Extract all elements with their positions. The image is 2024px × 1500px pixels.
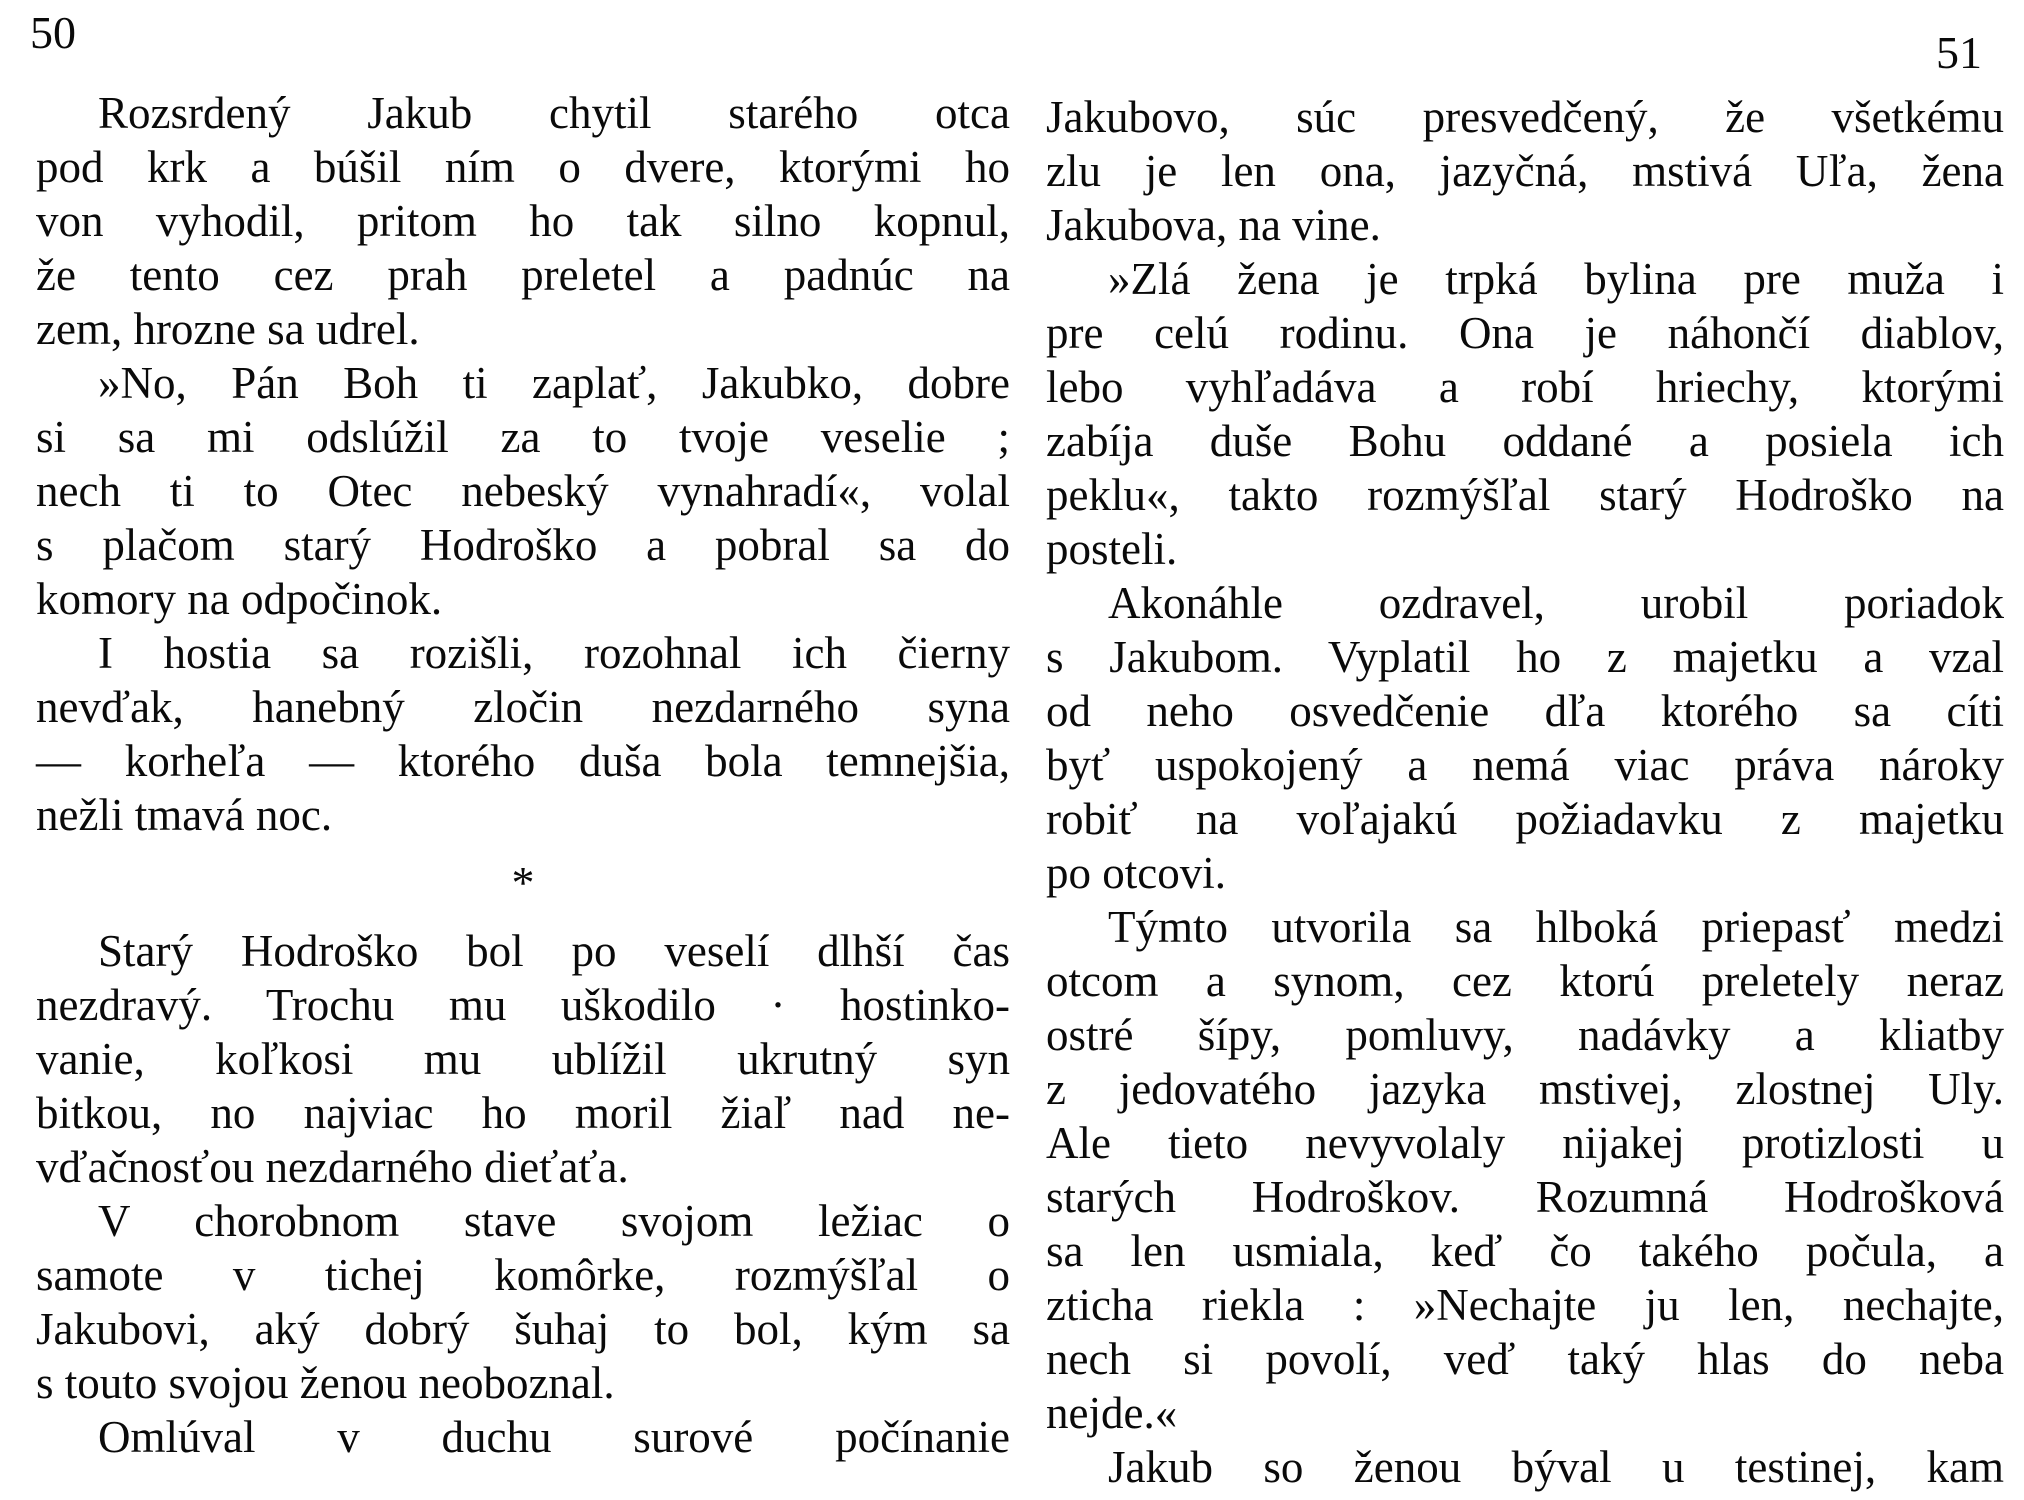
text-line: nežli tmavá noc.: [36, 790, 333, 840]
text-line: zabíja duše Bohu oddané a posiela ich: [1046, 416, 2004, 466]
text-line: Jakubova, na vine.: [1046, 200, 1381, 250]
text-line: z jedovatého jazyka mstivej, zlostnej Uly.: [1046, 1064, 2004, 1114]
text-line: Jakubovo, súc presvedčený, že všetkému: [1046, 92, 2004, 142]
text-line: od neho osvedčenie dľa ktorého sa cíti: [1046, 686, 2004, 736]
text-line: ostré šípy, pomluvy, nadávky a kliatby: [1046, 1010, 2004, 1060]
text-line: že tento cez prah preletel a padnúc na: [36, 250, 1010, 300]
text-line: bitkou, no najviac ho moril žiaľ nad ne-: [36, 1088, 1010, 1138]
paragraph-right-3: [1046, 576, 2004, 900]
text-line: Jakub so ženou býval u testinej, kam: [1108, 1442, 2004, 1492]
text-line: Ale tieto nevyvolaly nijakej protizlosti u: [1046, 1118, 2004, 1168]
text-line: Rozsrdený Jakub chytil starého otca: [98, 88, 1010, 138]
text-line: Jakubovi, aký dobrý šuhaj to bol, kým sa: [36, 1304, 1010, 1354]
text-line: s Jakubom. Vyplatil ho z majetku a vzal: [1046, 632, 2004, 682]
text-line: si sa mi odslúžil za to tvoje veselie ;: [36, 412, 1010, 462]
text-line: »Zlá žena je trpká bylina pre muža i: [1108, 254, 2004, 304]
text-line: samote v tichej komôrke, rozmýšľal o: [36, 1250, 1010, 1300]
paragraph-left-3: [36, 626, 1010, 842]
text-line: lebo vyhľadáva a robí hriechy, ktorými: [1046, 362, 2004, 412]
text-line: vanie, koľkosi mu ublížil ukrutný syn: [36, 1034, 1010, 1084]
text-line: zlu je len ona, jazyčná, mstivá Uľa, žena: [1046, 146, 2004, 196]
paragraph-left-5: [36, 1194, 1010, 1410]
paragraph-left-1: [36, 86, 1010, 356]
paragraph-left-4: [36, 924, 1010, 1194]
text-line: otcom a synom, cez ktorú preletely neraz: [1046, 956, 2004, 1006]
text-line: pre celú rodinu. Ona je náhončí diablov,: [1046, 308, 2004, 358]
text-line: nech ti to Otec nebeský vynahradí«, volal: [36, 466, 1010, 516]
text-line: Týmto utvorila sa hlboká priepasť medzi: [1108, 902, 2004, 952]
paragraph-left-2: [36, 356, 1010, 626]
text-line: byť uspokojený a nemá viac práva nároky: [1046, 740, 2004, 790]
paragraph-right-1: [1046, 90, 2004, 252]
page-number-left: 50: [30, 7, 76, 58]
text-line: nech si povolí, veď taký hlas do neba: [1046, 1334, 2004, 1384]
text-line: »No, Pán Boh ti zaplať, Jakubko, dobre: [98, 358, 1010, 408]
text-line: komory na odpočinok.: [36, 574, 443, 624]
paragraph-left-6: [36, 1410, 1010, 1464]
text-line: zticha riekla : »Nechajte ju len, nechajte,: [1046, 1280, 2004, 1330]
paragraph-right-4: [1046, 900, 2004, 1440]
text-line: s plačom starý Hodroško a pobral sa do: [36, 520, 1010, 570]
text-line: posteli.: [1046, 524, 1178, 574]
text-line: nevďak, hanebný zločin nezdarného syna: [36, 682, 1010, 732]
text-line: starých Hodroškov. Rozumná Hodrošková: [1046, 1172, 2004, 1222]
text-line: peklu«, takto rozmýšľal starý Hodroško na: [1046, 470, 2004, 520]
text-line: von vyhodil, pritom ho tak silno kopnul,: [36, 196, 1010, 246]
text-line: nezdravý. Trochu mu uškodilo · hostinko-: [36, 980, 1010, 1030]
text-line: s touto svojou ženou neoboznal.: [36, 1358, 615, 1408]
text-line: Akonáhle ozdravel, urobil poriadok: [1108, 578, 2004, 628]
paragraph-right-2: [1046, 252, 2004, 576]
text-line: po otcovi.: [1046, 848, 1226, 898]
text-line: V chorobnom stave svojom ležiac o: [98, 1196, 1010, 1246]
section-separator-asterisk: *: [511, 857, 535, 908]
page-number-right: 51: [1936, 27, 1982, 78]
text-line: — korheľa — ktorého duša bola temnejšia,: [36, 736, 1010, 786]
text-line: robiť na voľajakú požiadavku z majetku: [1046, 794, 2004, 844]
text-line: pod krk a búšil ním o dvere, ktorými ho: [36, 142, 1010, 192]
text-line: zem, hrozne sa udrel.: [36, 304, 420, 354]
right-page-text-column: [1046, 90, 2004, 1494]
text-line: I hostia sa rozišli, rozohnal ich čierny: [98, 628, 1010, 678]
paragraph-right-5: [1046, 1440, 2004, 1494]
text-line: Omlúval v duchu surové počínanie: [98, 1412, 1010, 1462]
text-line: Starý Hodroško bol po veselí dlhší čas: [98, 926, 1010, 976]
text-line: sa len usmiala, keď čo takého počula, a: [1046, 1226, 2004, 1276]
text-line: nejde.«: [1046, 1388, 1178, 1438]
left-page-text-column: [36, 86, 1010, 1464]
text-line: vďačnosťou nezdarného dieťaťa.: [36, 1142, 629, 1192]
